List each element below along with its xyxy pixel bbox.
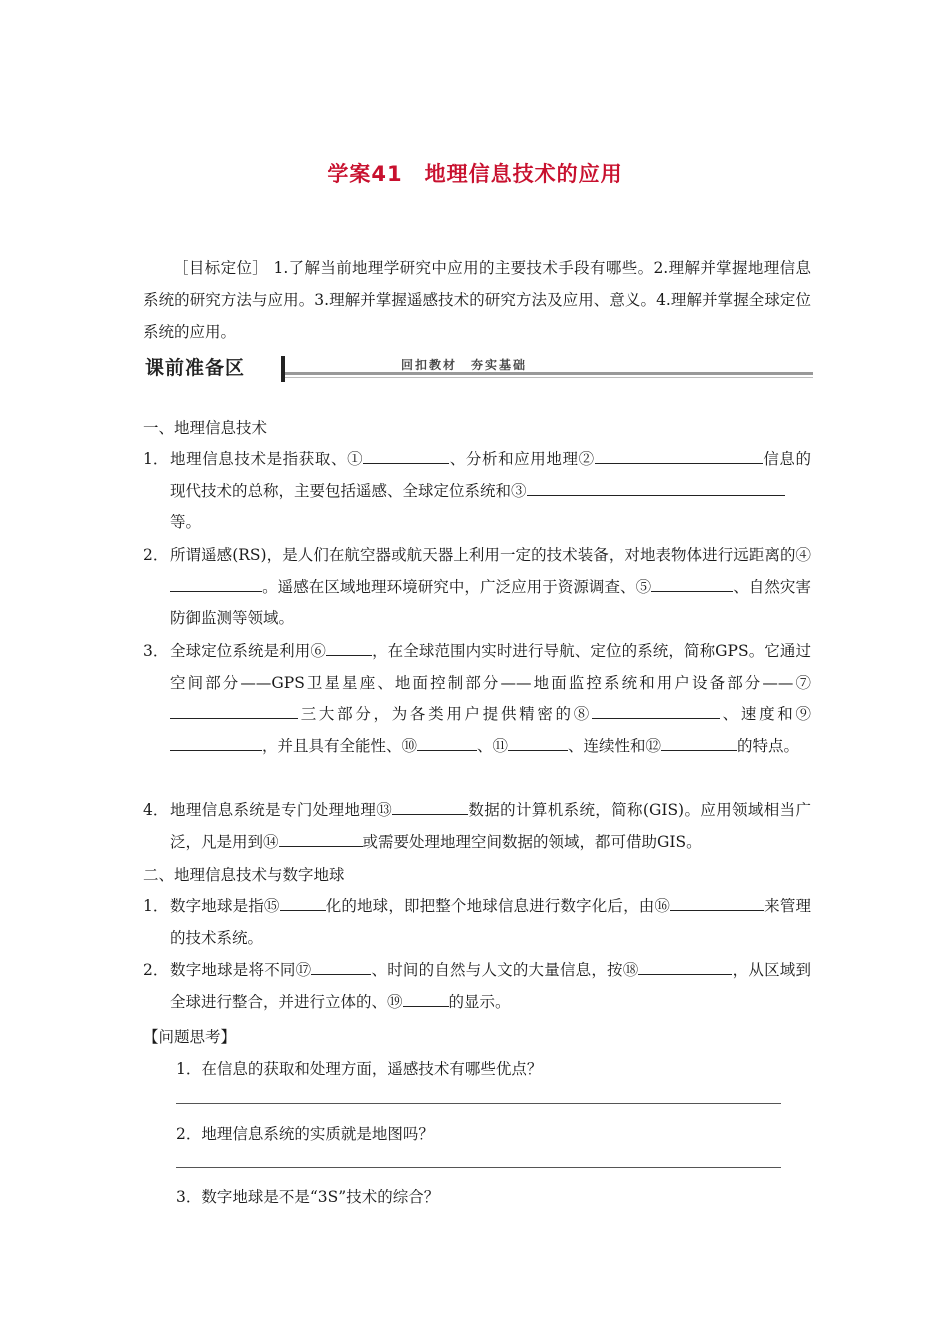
question-2: 2．地理信息系统的实质就是地图吗？: [176, 1125, 434, 1143]
item-text: ，并且具有全能性、⑩: [262, 736, 418, 755]
fill-blank-9[interactable]: [170, 732, 262, 751]
item-text: 、连续性和⑫: [568, 736, 662, 755]
banner-rule-thin: [285, 377, 813, 378]
page-title: 学案41 地理信息技术的应用: [327, 162, 623, 186]
list-item: [143, 891, 811, 954]
fill-blank-6[interactable]: [326, 637, 372, 656]
item-number: 4．: [143, 801, 169, 819]
item-text: 、时间的自然与人文的大量信息，按⑱: [371, 961, 639, 979]
list-item: [143, 795, 811, 858]
fill-blank-10[interactable]: [417, 732, 477, 751]
item-text: 地理信息系统是专门处理地理⑬: [170, 801, 393, 819]
item-text: 来管理的技术系统。: [170, 897, 811, 947]
fill-blank-19[interactable]: [403, 988, 449, 1007]
item-text: 的特点。: [737, 736, 800, 755]
item-text: 、分析和应用地理②: [449, 450, 595, 468]
answer-line-2[interactable]: [176, 1167, 781, 1168]
item-text: ，从区域到全球进行整合，并进行立体的、⑲: [170, 961, 811, 1011]
section-banner: [143, 354, 813, 384]
fill-blank-17[interactable]: [311, 956, 371, 975]
item-number: 2．: [143, 546, 169, 564]
fill-blank-5-cont[interactable]: [719, 573, 733, 592]
fill-blank-11[interactable]: [508, 732, 568, 751]
banner-label: 课前准备区: [145, 357, 246, 379]
fill-blank-18[interactable]: [638, 956, 732, 975]
section-heading-2: 二、地理信息技术与数字地球: [143, 866, 345, 884]
fill-blank-14[interactable]: [279, 828, 363, 847]
question-3: 3．数字地球是不是“3S”技术的综合？: [176, 1188, 440, 1206]
fill-blank-8[interactable]: [592, 700, 720, 719]
fill-blank-16[interactable]: [670, 892, 764, 911]
item-text: 信息的现代技术的总称，主要包括遥感、全球定位系统和③: [170, 450, 811, 500]
item-text: 、速度和⑨: [719, 705, 811, 723]
fill-blank-12[interactable]: [661, 732, 737, 751]
banner-subtitle: 回扣教材 夯实基础: [401, 358, 528, 372]
section-heading-1: 一、地理信息技术: [143, 419, 268, 437]
item-text: 的显示。: [448, 992, 511, 1011]
item-text: 、⑪: [477, 736, 509, 755]
item-text: 数据的计算机系统，简称(GIS)。应用领域相当广泛，凡是用到⑭: [170, 801, 811, 851]
fill-blank-4[interactable]: [170, 573, 262, 592]
list-item: [143, 955, 811, 1018]
fill-blank-5[interactable]: [651, 573, 719, 592]
item-text: 三大部分，为各类用户提供精密的⑧: [298, 705, 592, 723]
list-item: [143, 636, 811, 762]
learning-objectives: ［目标定位］ 1.了解当前地理学研究中应用的主要技术手段有哪些。2.理解并掌握地理信息系统的研究方法与应用。3.理解并掌握遥感技术的研究方法及应用、意义。4.理解并掌握全球定位系统的应用。: [143, 259, 811, 341]
fill-blank-2[interactable]: [595, 445, 763, 464]
answer-line-1[interactable]: [176, 1103, 781, 1104]
list-item: [143, 444, 811, 539]
question-1: 1．在信息的获取和处理方面，遥感技术有哪些优点？: [176, 1060, 543, 1078]
item-text: 全球定位系统是利用⑥: [170, 642, 326, 660]
item-text: 、自然灾害防御监测等领域。: [170, 577, 811, 627]
item-number: 1．: [143, 897, 169, 915]
fill-blank-1[interactable]: [363, 445, 449, 464]
item-text: 数字地球是指⑮: [170, 897, 280, 915]
item-text: 所谓遥感(RS)，是人们在航空器或航天器上利用一定的技术装备，对地表物体进行远距离的④: [170, 546, 811, 564]
item-text: 地理信息技术是指获取、①: [170, 450, 364, 468]
fill-blank-15[interactable]: [280, 892, 326, 911]
item-number: 3．: [143, 642, 169, 660]
item-number: 1．: [143, 450, 169, 468]
list-item: [143, 540, 811, 635]
banner-bar: [281, 356, 285, 382]
item-text: 等。: [170, 513, 202, 531]
fill-blank-7[interactable]: [170, 700, 298, 719]
fill-blank-3[interactable]: [527, 477, 785, 496]
thinking-heading: 【问题思考】: [143, 1028, 237, 1046]
item-text: 或需要处理地理空间数据的领域，都可借助GIS。: [362, 832, 702, 851]
item-text: ，在全球范围内实时进行导航、定位的系统，简称GPS。它通过空间部分——GPS卫星星座、地面控制部分——地面监控系统和用户设备部分——⑦: [170, 642, 811, 692]
item-text: 数字地球是将不同⑰: [170, 961, 312, 979]
item-text: 。遥感在区域地理环境研究中，广泛应用于资源调查、⑤: [262, 577, 652, 596]
fill-blank-13[interactable]: [392, 796, 468, 815]
item-text: 化的地球，即把整个地球信息进行数字化后，由⑯: [325, 897, 671, 915]
banner-rule: [285, 372, 813, 375]
item-number: 2．: [143, 961, 169, 979]
